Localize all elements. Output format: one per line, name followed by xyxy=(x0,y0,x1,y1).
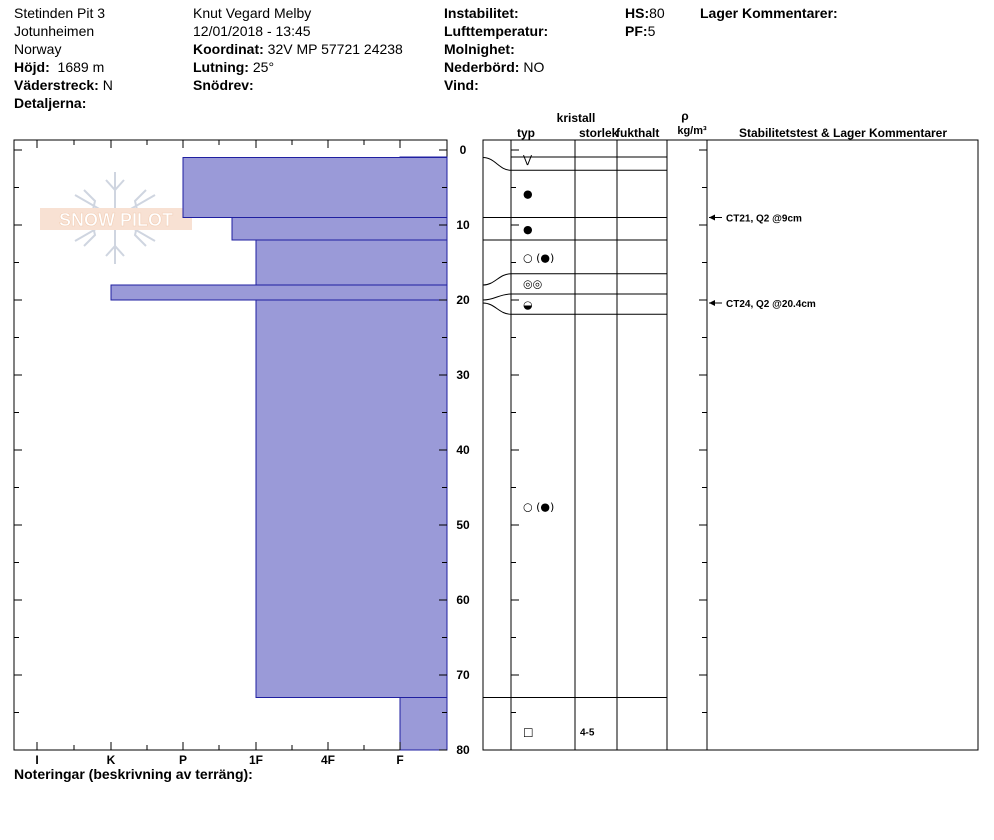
hs-value: 80 xyxy=(649,5,665,21)
depth-label-30: 30 xyxy=(456,368,470,382)
snowpilot-logo xyxy=(40,172,192,264)
aspect-label: Väderstreck: xyxy=(14,77,99,93)
elevation-label: Höjd: xyxy=(14,59,50,75)
depth-label-10: 10 xyxy=(456,218,470,232)
cloud-label: Molnighet: xyxy=(444,41,515,57)
country: Norway xyxy=(14,41,62,57)
stability-tests xyxy=(709,214,816,311)
elevation-value: 1689 m xyxy=(57,59,105,75)
hardness-bar-6 xyxy=(400,698,447,751)
header-density-unit: kg/m³ xyxy=(677,125,707,137)
stability-arrow-head-0 xyxy=(709,215,715,221)
layer-connector-6 xyxy=(483,303,511,314)
depth-label-40: 40 xyxy=(456,443,470,457)
hardness-tick-label-I: I xyxy=(35,753,39,767)
stability-test-label-1: CT24, Q2 @20.4cm xyxy=(726,299,816,310)
hardness-bar-3 xyxy=(256,240,447,285)
depth-label-70: 70 xyxy=(456,668,470,682)
crystal-symbol-6: ○ (●) xyxy=(523,500,555,514)
pf-label: PF: xyxy=(625,23,648,39)
header-rho: ρ xyxy=(681,109,689,123)
precip-label: Nederbörd: xyxy=(444,59,520,75)
instability-label: Instabilitet: xyxy=(444,5,519,21)
depth-label-80: 80 xyxy=(456,743,470,757)
crystal-symbol-3: ○ (●) xyxy=(523,251,555,265)
crystal-symbol-1: ● xyxy=(523,187,533,201)
crystal-symbol-0: ⋁ xyxy=(523,153,533,166)
header-type: typ xyxy=(517,126,535,140)
depth-label-0: 0 xyxy=(459,143,467,157)
datetime: 12/01/2018 - 13:45 xyxy=(193,23,311,39)
slope-value: 25° xyxy=(252,59,275,75)
hardness-bar-4 xyxy=(111,285,447,300)
coord-label: Koordinat: xyxy=(193,41,264,57)
crystal-symbol-4: ◎◎ xyxy=(523,277,543,291)
depth-label-50: 50 xyxy=(456,518,470,532)
layer-connector-5 xyxy=(483,294,511,300)
header-stability: Stabilitetstest & Lager Kommentarer xyxy=(738,126,948,140)
air-temp-label: Lufttemperatur: xyxy=(444,23,549,39)
crystal-symbol-2: ● xyxy=(523,222,533,236)
hardness-tick-label-1F: 1F xyxy=(248,753,264,767)
crystal-symbol-5: ◒ xyxy=(523,298,533,312)
drift-label: Snödrev: xyxy=(193,77,254,93)
stability-arrow-head-1 xyxy=(709,300,715,306)
logo-text: SNOW PILOT xyxy=(59,210,173,230)
layer-connector-1 xyxy=(483,158,511,171)
depth-label-60: 60 xyxy=(456,593,470,607)
stability-test-label-0: CT21, Q2 @9cm xyxy=(726,213,802,225)
details-label: Detaljerna: xyxy=(14,95,87,111)
hardness-bar-1 xyxy=(183,158,447,218)
hardness-tick-label-K: K xyxy=(106,753,116,767)
notes-label: Noteringar (beskrivning av terräng): xyxy=(14,766,253,782)
hardness-bars xyxy=(111,157,447,750)
hardness-bar-5 xyxy=(256,300,447,698)
hardness-bar-2 xyxy=(232,218,447,241)
layer-comments-label: Lager Kommentarer: xyxy=(700,5,838,21)
layer-connector-4 xyxy=(483,274,511,285)
aspect-value: N xyxy=(102,77,113,93)
region: Jotunheimen xyxy=(14,23,95,39)
crystal-symbols xyxy=(522,153,595,738)
header-moisture: fukthalt xyxy=(616,126,660,140)
wind-label: Vind: xyxy=(444,77,479,93)
crystal-size-7: 4-5 xyxy=(580,727,595,739)
layer-table-frame xyxy=(483,140,978,750)
precip-value: NO xyxy=(523,59,545,75)
observer: Knut Vegard Melby xyxy=(193,5,312,21)
coord-value: 32V MP 57721 24238 xyxy=(267,41,403,57)
header-size: storlek xyxy=(579,126,619,140)
pf-value: 5 xyxy=(647,23,656,39)
header-crystal: kristall xyxy=(556,111,596,125)
pit-name: Stetinden Pit 3 xyxy=(14,5,106,21)
hs-label: HS: xyxy=(625,5,650,21)
slope-label: Lutning: xyxy=(193,59,249,75)
crystal-symbol-7: □ xyxy=(523,725,534,739)
depth-label-20: 20 xyxy=(456,293,470,307)
hardness-tick-label-F: F xyxy=(396,753,404,767)
hardness-tick-label-P: P xyxy=(178,753,188,767)
hardness-tick-label-4F: 4F xyxy=(320,753,336,767)
